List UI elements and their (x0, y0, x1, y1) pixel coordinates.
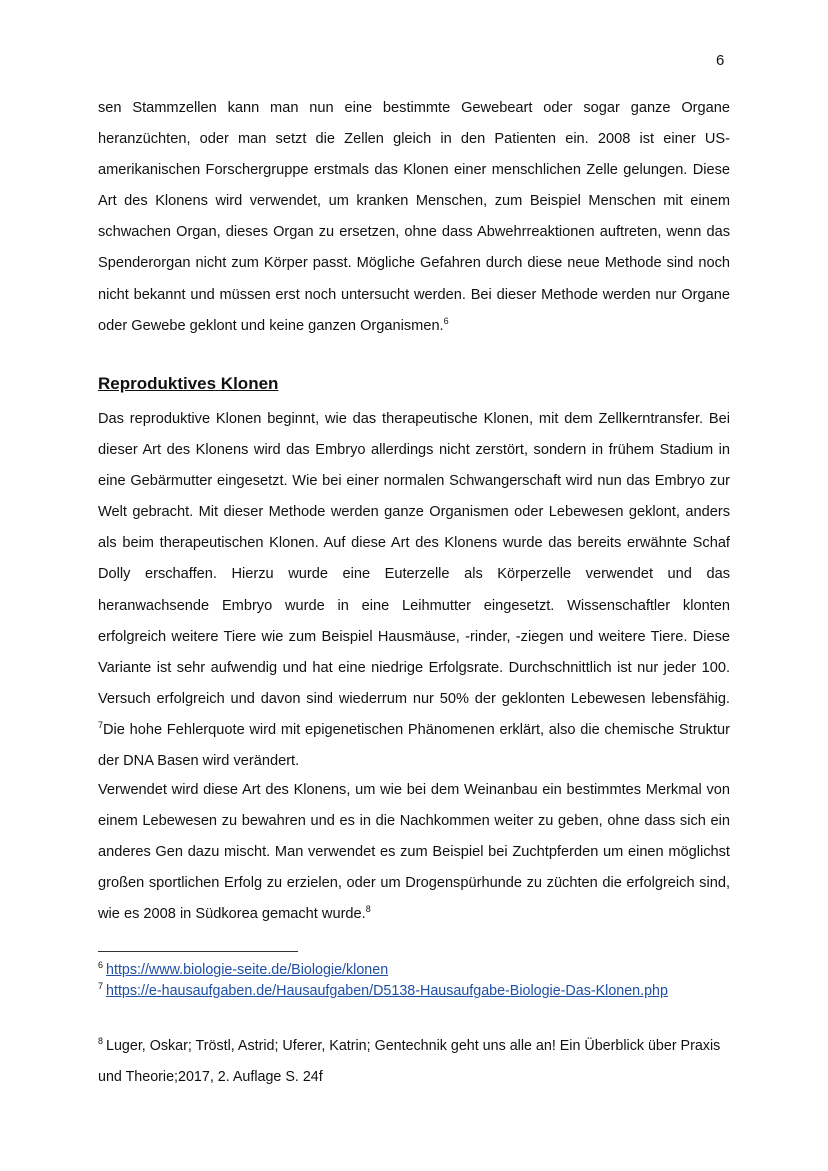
paragraph-text: Das reproduktive Klonen beginnt, wie das therapeutische Klonen, mit dem Zellkerntransfer. Bei dieser Art des Klonens wird das Embryo allerdings nicht zerstört, sondern in frühem Stadium in eine Gebärmutter eingesetzt. Wie bei einer normalen Schwangerschaft wird nun das Embryo zur Welt gebracht. Mit dieser Methode werden ganze Organismen oder Lebewesen geklont, anders als beim therapeutischen Klonen. Auf diese Art des Klonens wurde das bereits erwähnte Schaf Dolly erschaffen. Hierzu wurde eine Euterzelle als Körperzelle verwendet und das heranwachsende Embryo wurde in eine Leihmutter eingesetzt. Wissenschaftler klonten erfolgreich weitere Tiere wie zum Beispiel Hausmäuse, -rinder, -ziegen und weitere Tiere. Diese Variante ist sehr aufwendig und hat eine niedrige Erfolgsrate. Durchschnittlich ist nur jeder 100. Versuch erfolgreich und davon sind wiederrum nur 50% der geklonten Lebewesen lebensfähig. (98, 411, 730, 707)
paragraph-therapeutic-cloning (98, 93, 730, 342)
footnote-citation: Luger, Oskar; Tröstl, Astrid; Uferer, Katrin; Gentechnik geht uns alle an! Ein Überblick über Praxis und Theorie;2017, 2. Auflage S. 24f (98, 1038, 721, 1085)
section-heading: Reproduktives Klonen (98, 374, 279, 393)
footnote-number: 8 (98, 1036, 104, 1047)
footnote-link[interactable]: https://e-hausaufgaben.de/Hausaufgaben/D5138-Hausaufgabe-Biologie-Das-Klonen.php (106, 983, 668, 999)
footnote-number: 7 (98, 981, 104, 992)
footnote-8 (98, 1031, 730, 1093)
footnote-ref-7[interactable]: 7 (98, 720, 104, 731)
footnote-separator (98, 951, 298, 952)
footnote-ref-8[interactable]: 8 (365, 904, 371, 915)
footnote-6 (98, 961, 388, 979)
footnote-ref-6[interactable]: 6 (443, 315, 449, 326)
paragraph-reproductive-cloning (98, 404, 730, 777)
footnote-link[interactable]: https://www.biologie-seite.de/Biologie/klonen (106, 962, 389, 978)
page-number: 6 (716, 52, 725, 69)
paragraph-text: Verwendet wird diese Art des Klonens, um wie bei dem Weinanbau ein bestimmtes Merkmal von einem Lebewesen zu bewahren und es in die Nachkommen weiter zu geben, ohne dass sich ein anderes Gen dazu mischt. Man verwendet es zum Beispiel bei Zuchtpferden um einen möglichst großen sportlichen Erfolg zu erzielen, oder um Drogenspürhunde zu züchten die erfolgreich sind, wie es 2008 in Südkorea gemacht wurde. (98, 782, 730, 923)
paragraph-cloning-uses (98, 775, 730, 930)
footnote-7 (98, 982, 668, 1000)
paragraph-text: sen Stammzellen kann man nun eine bestimmte Gewebeart oder sogar ganze Organe heranzüchten, oder man setzt die Zellen gleich in den Patienten ein. 2008 ist einer US-amerikanischen Forschergruppe erstmals das Klonen einer menschlichen Zelle gelungen. Diese Art des Klonens wird verwendet, um kranken Menschen, zum Beispiel Menschen mit einem schwachen Organ, dieses Organ zu ersetzen, ohne dass Abwehrreaktionen auftreten, wenn das Spenderorgan nicht zum Körper passt. Mögliche Gefahren durch diese neue Methode sind noch nicht bekannt und müssen erst noch untersucht werden. Bei dieser Methode werden nur Organe oder Gewebe geklont und keine ganzen Organismen. (98, 100, 730, 334)
paragraph-text: Die hohe Fehlerquote wird mit epigenetischen Phänomenen erklärt, also die chemische Struktur der DNA Basen wird verändert. (98, 721, 730, 770)
footnote-number: 6 (98, 960, 104, 971)
